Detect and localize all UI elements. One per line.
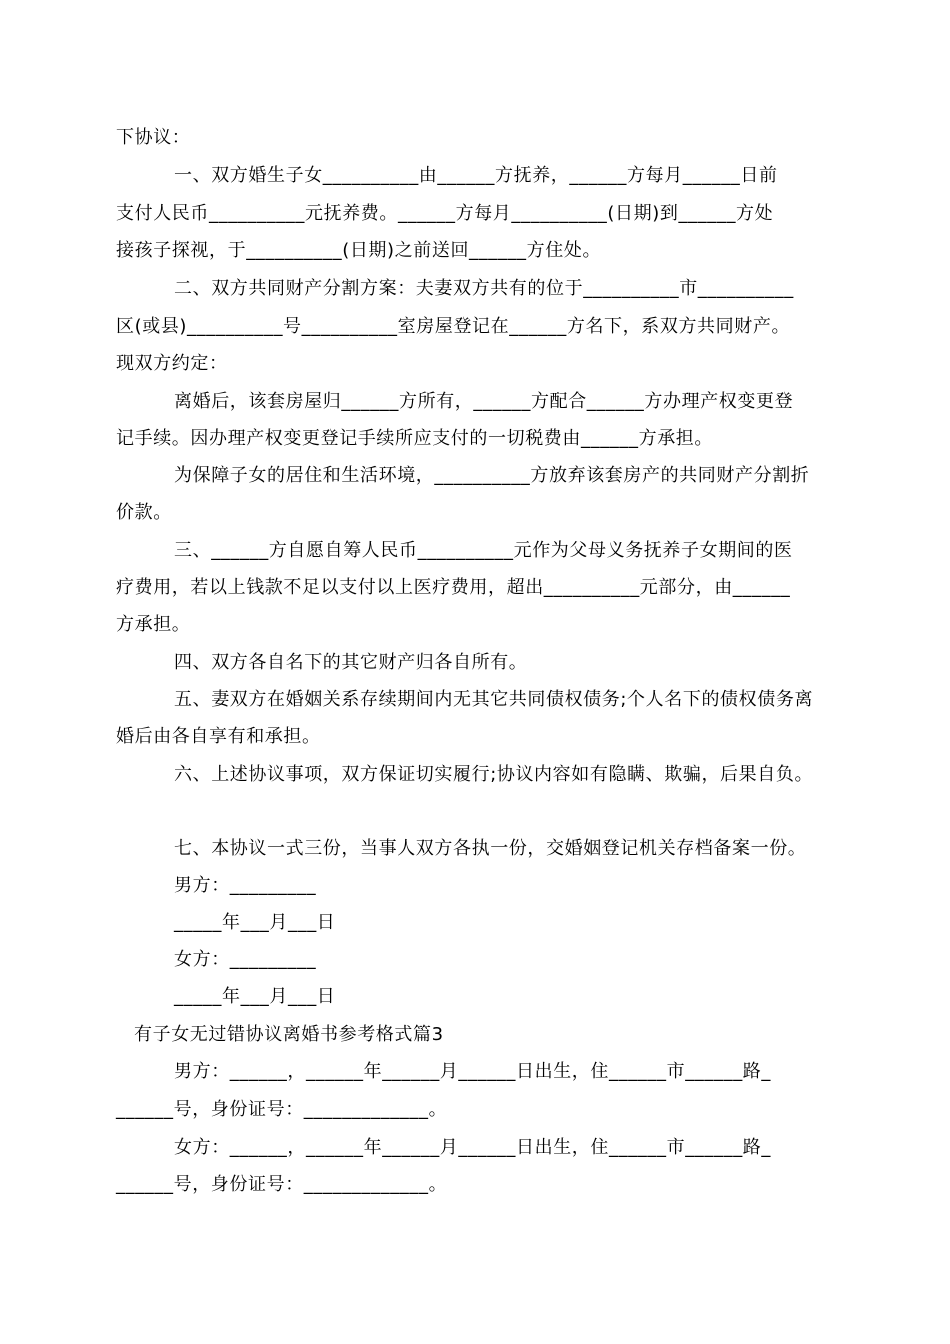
clause-1-line-2: 支付人民币__________元抚养费。______方每月__________(日期)到______方处 xyxy=(116,203,774,224)
clause-7-line-1: 七、本协议一式三份，当事人双方各执一份，交婚姻登记机关存档备案一份。 xyxy=(174,838,807,859)
clause-2-para-2-line-1: 为保障子女的居住和生活环境，__________方放弃该套房产的共同财产分割折 xyxy=(174,465,810,486)
clause-2-para-1-line-1: 离婚后，该套房屋归______方所有，______方配合______方办理产权变更登 xyxy=(174,391,794,412)
clause-4-line-1: 四、双方各自名下的其它财产归各自所有。 xyxy=(174,652,528,673)
clause-2-para-1-line-2: 记手续。因办理产权变更登记手续所应支付的一切税费由______方承担。 xyxy=(116,428,713,449)
male-info-line-2: ______号，身份证号：_____________。 xyxy=(116,1099,448,1120)
clause-3-line-2: 疗费用，若以上钱款不足以支付以上医疗费用，超出__________元部分，由______ xyxy=(116,577,791,598)
section-heading: 有子女无过错协议离婚书参考格式篇3 xyxy=(134,1024,444,1045)
clause-1-line-3: 接孩子探视，于__________(日期)之前送回______方住处。 xyxy=(116,240,602,261)
male-signature-line: 男方：_________ xyxy=(174,875,317,896)
clause-2-para-2-line-2: 价款。 xyxy=(116,502,172,523)
female-info-line-1: 女方：______，______年______月______日出生，住______市______路_ xyxy=(174,1137,771,1158)
clause-2-line-1: 二、双方共同财产分割方案：夫妻双方共有的位于__________市__________ xyxy=(174,278,794,299)
female-date-line: _____年___月___日 xyxy=(174,986,336,1007)
clause-5-line-1: 五、妻双方在婚姻关系存续期间内无其它共同债权债务;个人名下的债权债务离 xyxy=(174,689,814,710)
clause-2-line-3: 现双方约定： xyxy=(116,353,228,374)
clause-3-line-3: 方承担。 xyxy=(116,614,191,635)
female-signature-line: 女方：_________ xyxy=(174,949,317,970)
female-info-line-2: ______号，身份证号：_____________。 xyxy=(116,1174,448,1195)
clause-6-line-1: 六、上述协议事项，双方保证切实履行;协议内容如有隐瞒、欺骗，后果自负。 xyxy=(174,764,814,785)
male-date-line: _____年___月___日 xyxy=(174,912,336,933)
clause-1-line-1: 一、双方婚生子女__________由______方抚养，______方每月______日前 xyxy=(174,165,778,186)
clause-2-line-2: 区(或县)__________号__________室房屋登记在______方名下，系双方共同财产。 xyxy=(116,316,791,337)
clause-5-line-2: 婚后由各自享有和承担。 xyxy=(116,726,321,747)
text-line: 下协议： xyxy=(116,127,191,148)
male-info-line-1: 男方：______，______年______月______日出生，住______市______路_ xyxy=(174,1061,771,1082)
clause-3-line-1: 三、______方自愿自筹人民币__________元作为父母义务抚养子女期间的医 xyxy=(174,540,793,561)
